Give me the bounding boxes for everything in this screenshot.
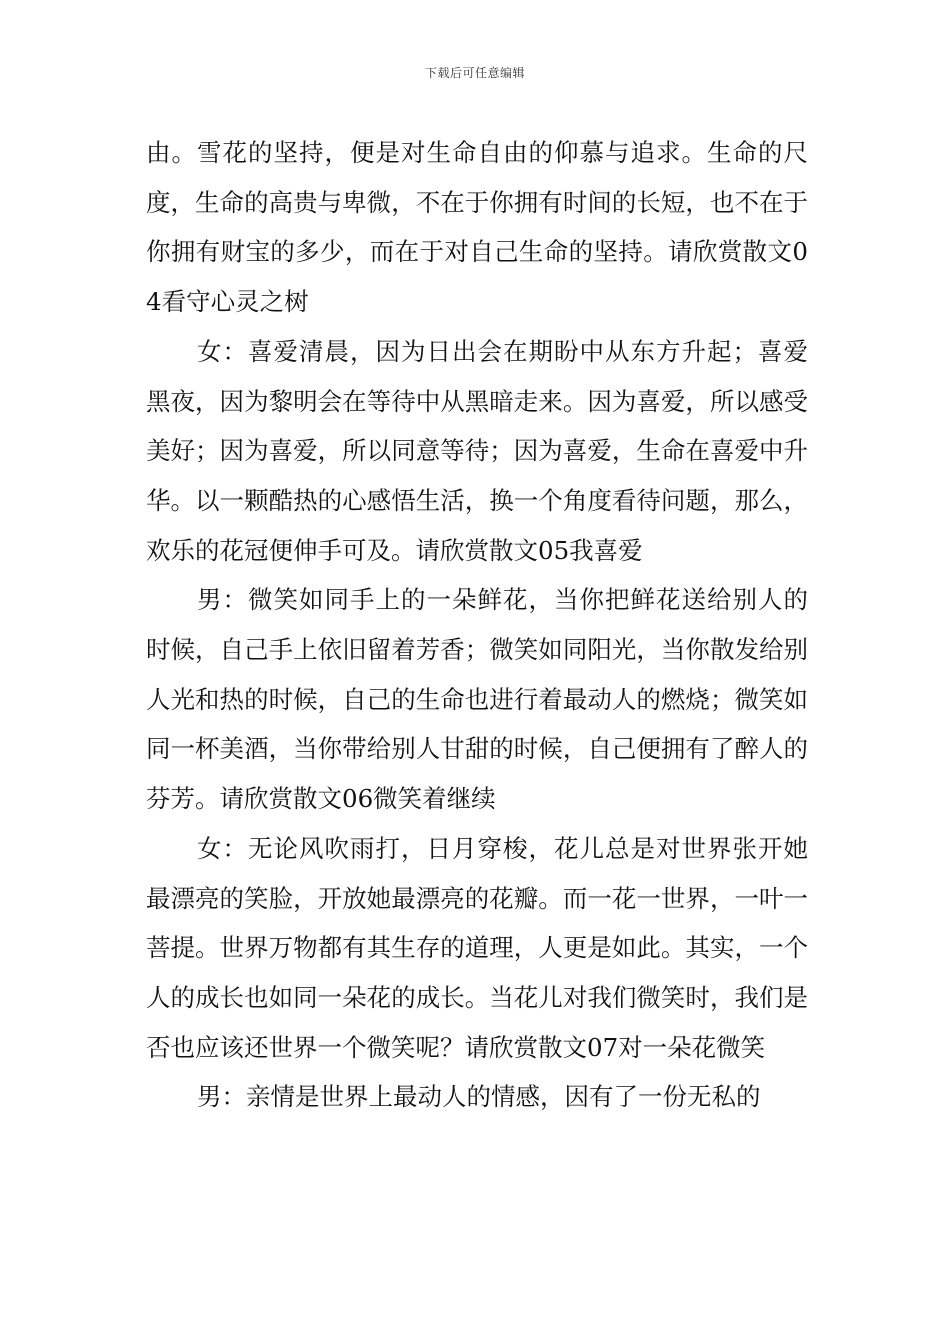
paragraph-5: 男：亲情是世界上最动人的情感，因有了一份无私的 [197, 1082, 761, 1112]
paragraph-4: 女：无论风吹雨打，日月穿梭，花儿总是对世界张开她最漂亮的笑脸，开放她最漂亮的花瓣。而一花一世界，一叶一菩提。世界万物都有其生存的道理，人更是如此。其实，一个人的成长也如同一朵花的成长。当花儿对我们微笑时，我们是否也应该还世界一个微笑呢？请欣赏散文07对一朵花微笑 [146, 833, 808, 1062]
document-body [146, 128, 808, 1122]
paragraph-1: 由。雪花的坚持，便是对生命自由的仰慕与追求。生命的尺度，生命的高贵与卑微，不在于你拥有时间的长短，也不在于你拥有财宝的多少，而在于对自己生命的坚持。请欣赏散文04看守心灵之树 [146, 138, 808, 317]
page-header: 下载后可任意编辑 [424, 66, 525, 80]
paragraph-2: 女：喜爱清晨，因为日出会在期盼中从东方升起；喜爱黑夜，因为黎明会在等待中从黑暗走来。因为喜爱，所以感受美好；因为喜爱，所以同意等待；因为喜爱，生命在喜爱中升华。以一颗酷热的心感悟生活，换一个角度看待问题，那么，欢乐的花冠便伸手可及。请欣赏散文05我喜爱 [146, 336, 808, 565]
paragraph-3: 男：微笑如同手上的一朵鲜花，当你把鲜花送给别人的时候，自己手上依旧留着芳香；微笑如同阳光，当你散发给别人光和热的时候，自己的生命也进行着最动人的燃烧；微笑如同一杯美酒，当你带给别人甘甜的时候，自己便拥有了醉人的芬芳。请欣赏散文06微笑着继续 [146, 585, 808, 814]
